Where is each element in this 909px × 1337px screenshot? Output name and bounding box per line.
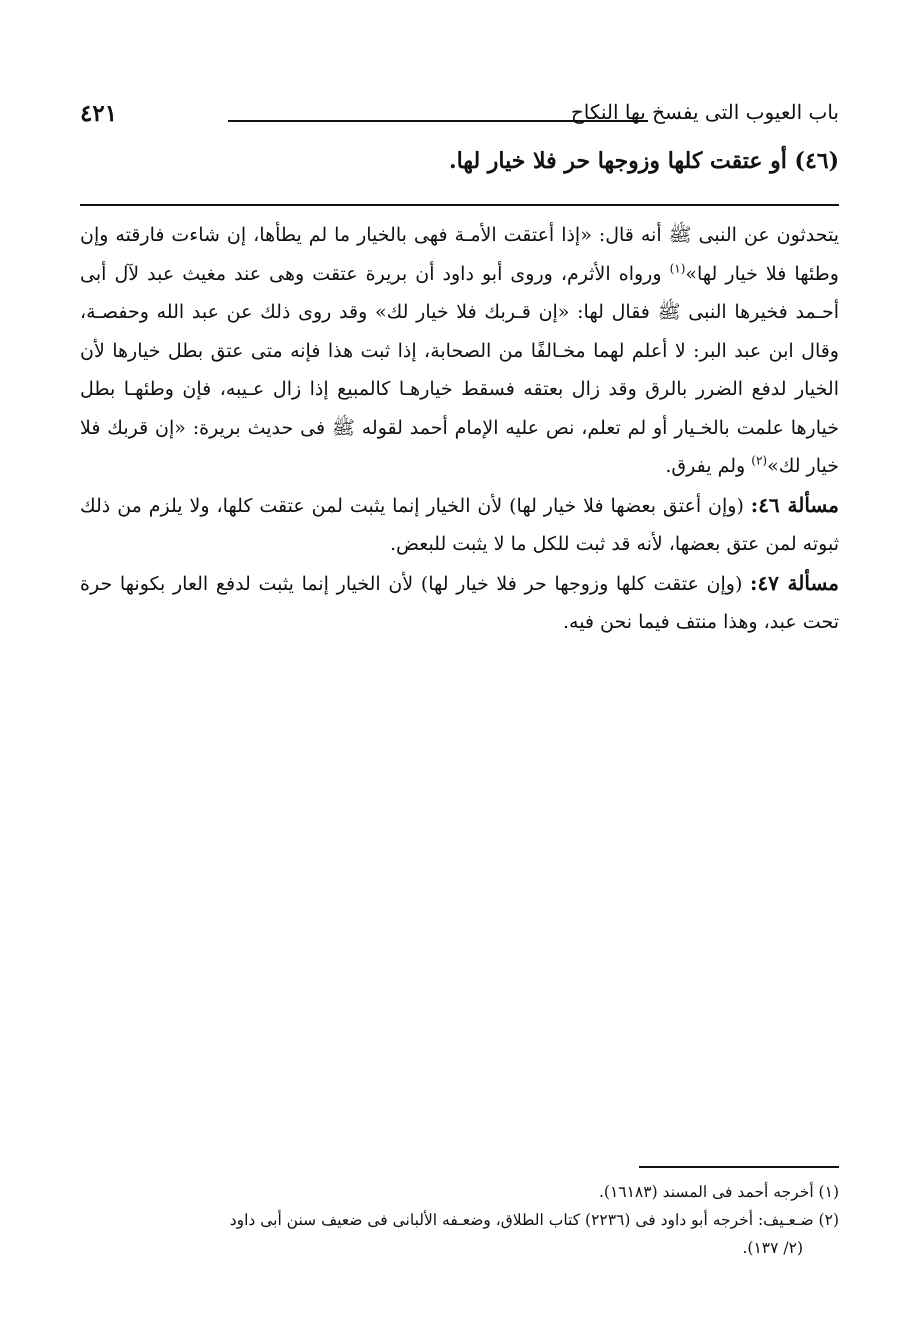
- masala-47-label: مسألة ٤٧:: [750, 570, 839, 595]
- running-header: [80, 100, 839, 136]
- matn-statement: (٤٦) أو عتقت كلها وزوجها حر فلا خيار لها.: [448, 148, 839, 174]
- commentary-text-part-1: يتحدثون عن النبى ﷺ أنه قال: «إذا أعتقت الأمـة فهى بالخيار ما لم يطأها، إن شاءت فارقته وإن وطئها فلا خيار لها»: [80, 224, 839, 285]
- masala-47-text: (وإن عتقت كلها وزوجها حر فلا خيار لها) لأن الخيار إنما يثبت لدفع العار بكونها حرة تحت عبد، وهذا منتف فيما نحن فيه.: [80, 572, 839, 633]
- masala-47: [80, 564, 839, 642]
- commentary-text-part-3: ولم يفرق.: [665, 455, 752, 477]
- commentary-text-part-2: ورواه الأثرم، وروى أبو داود أن بريرة عتقت وهى عند مغيث عبد لآل أبى أحـمد فخيرها النبى ﷺ فقال لها: «إن قـربك فلا خيار لك» وقد روى ذلك عن عبد الله وحفصـة، وقال ابن عبد البر: لا أعلم لهما مخـالفًا من الصحابة، إذا ثبت هذا فإنه متى عتق بطل خيارها لأن الخيار لدفع الضرر بالرق وقد زال بعتقه فسقط خيارهـا كالمبيع إذا زال عـيبه، فإن وطئهـا بطل خيارها علمت بالخـيار أو لم تعلم، نص عليه الإمام أحمد لقوله ﷺ فى حديث بريرة: «إن قربك فلا خيار لك»: [80, 262, 839, 477]
- footnotes: [80, 1178, 839, 1262]
- masala-46: [80, 486, 839, 564]
- running-title: باب العيوب التى يفسخ بها النكاح: [570, 100, 839, 124]
- footnote-ref-1: (١): [669, 261, 686, 276]
- footnote-rule: [639, 1166, 839, 1168]
- masala-46-label: مسألة ٤٦:: [750, 492, 839, 517]
- commentary-body: [80, 216, 839, 642]
- footnote-1: (١) أخرجه أحمد فى المسند (١٦١٨٣).: [598, 1183, 839, 1201]
- footnote-2-continuation: (٢/ ١٣٧).: [742, 1239, 803, 1257]
- footnote-ref-2: (٢): [751, 453, 768, 468]
- page-number: ٤٢١: [80, 100, 118, 127]
- matn-divider-rule: [80, 204, 839, 206]
- commentary-paragraph: [80, 216, 839, 486]
- footnote-2: (٢) ضـعـيف: أخرجه أبو داود فى (٢٢٣٦) كتاب الطلاق، وضعـفه الألبانى فى ضعيف سنن أبى داود: [229, 1211, 839, 1229]
- masala-46-text: (وإن أعتق بعضها فلا خيار لها) لأن الخيار إنما يثبت لمن عتقت كلها، ولا يلزم من ذلك ثبوته لمن عتق بعضها، لأنه قد ثبت للكل ما لا يثبت للبعض.: [80, 494, 839, 555]
